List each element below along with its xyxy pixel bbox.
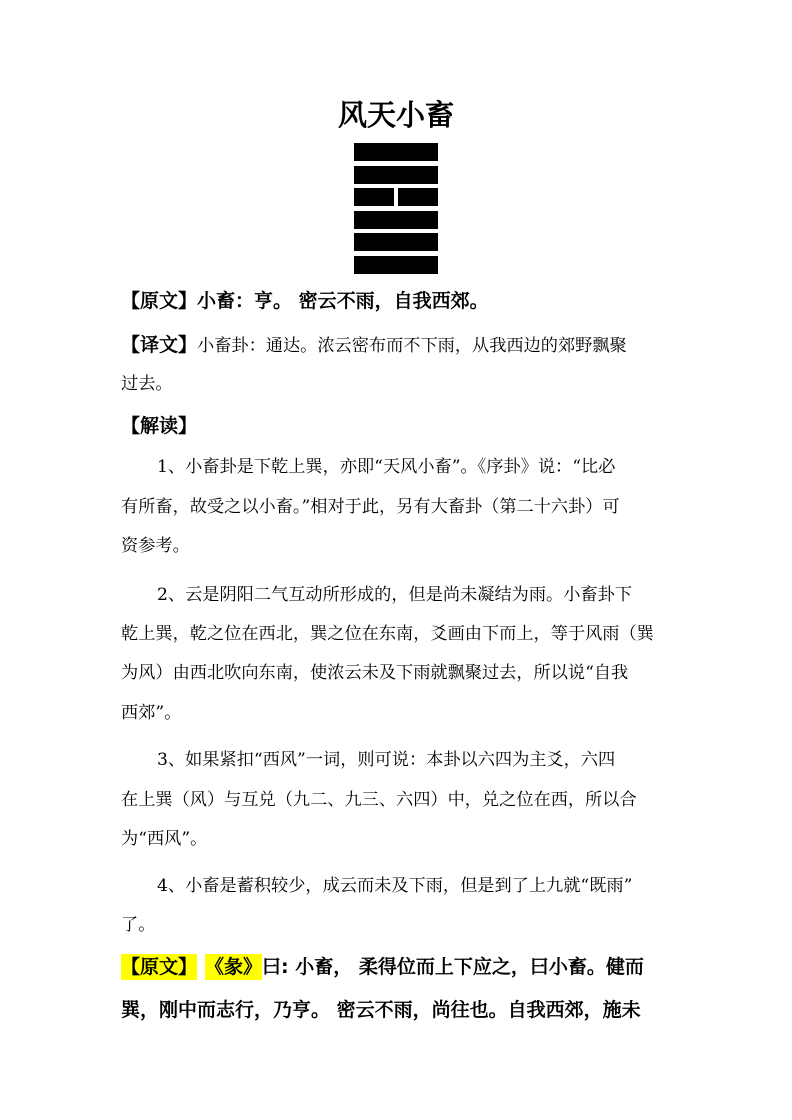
interpretation-p2-line-3: 为风）由西北吹向东南，使浓云未及下雨就飘聚过去，所以说“自我 [121,663,629,683]
interpretation-p1-line-2: 有所畜，故受之以小畜。”相对于此，另有大畜卦（第二十六卦）可 [121,497,620,517]
tuan-line-1 [121,955,681,979]
page-title: 风天小畜 [337,98,454,132]
interpretation-p1-line-1: 1、小畜卦是下乾上巽，亦即“天风小畜”。《序卦》说：“比必 [157,457,616,477]
hexagram-line-3-yang [354,211,438,229]
translation-label: 【译文】 [121,334,198,356]
hexagram-line-4-yin [354,188,438,206]
translation-text: 小畜卦：通达。浓云密布而不下雨，从我西边的郊野飘聚 [197,336,627,356]
hexagram-line-6-yang [354,143,438,161]
interpretation-p3-line-1: 3、如果紧扣“西风”一词，则可说：本卦以六四为主爻，六四 [157,750,616,770]
tuan-text: 曰: 小畜， 柔得位而上下应之，曰小畜。健而 [262,956,644,978]
interpretation-p2-line-2: 乾上巽，乾之位在西北，巽之位在东南，爻画由下而上，等于风雨（巽 [121,624,654,644]
interpretation-heading: 【解读】 [121,415,198,437]
original-text: 小畜：亨。 密云不雨，自我西郊。 [197,290,489,312]
interpretation-p1-line-3: 资参考。 [121,536,190,556]
translation-line-1 [121,333,681,358]
translation-text: 过去。 [121,374,173,394]
tuan-original-label-highlighted: 【原文】 [121,956,198,978]
interpretation-p3-line-3: 为“西风”。 [121,829,208,849]
tuan-book-label-highlighted: 《彖》 [205,956,263,978]
hexagram-line-1-yang [354,256,438,274]
original-text-line [121,289,681,313]
interpretation-p4-line-2: 了。 [121,915,156,935]
hexagram-line-5-yang [354,166,438,184]
original-label: 【原文】 [121,290,198,312]
hexagram-figure [354,143,438,279]
translation-line-2 [121,372,681,396]
interpretation-p2-line-1: 2、云是阴阳二气互动所形成的，但是尚未凝结为雨。小畜卦下 [157,585,633,605]
interpretation-p2-line-4: 西郊”。 [121,703,182,723]
interpretation-p3-line-2: 在上巽（风）与互兑（九二、九三、六四）中，兑之位在西，所以合 [121,790,637,810]
tuan-line-2: 巽，刚中而志行，乃亨。 密云不雨，尚往也。自我西郊，施未 [121,999,641,1021]
interpretation-p4-line-1: 4、小畜是蓄积较少，成云而未及下雨，但是到了上九就“既雨” [157,876,633,896]
hexagram-line-2-yang [354,233,438,251]
